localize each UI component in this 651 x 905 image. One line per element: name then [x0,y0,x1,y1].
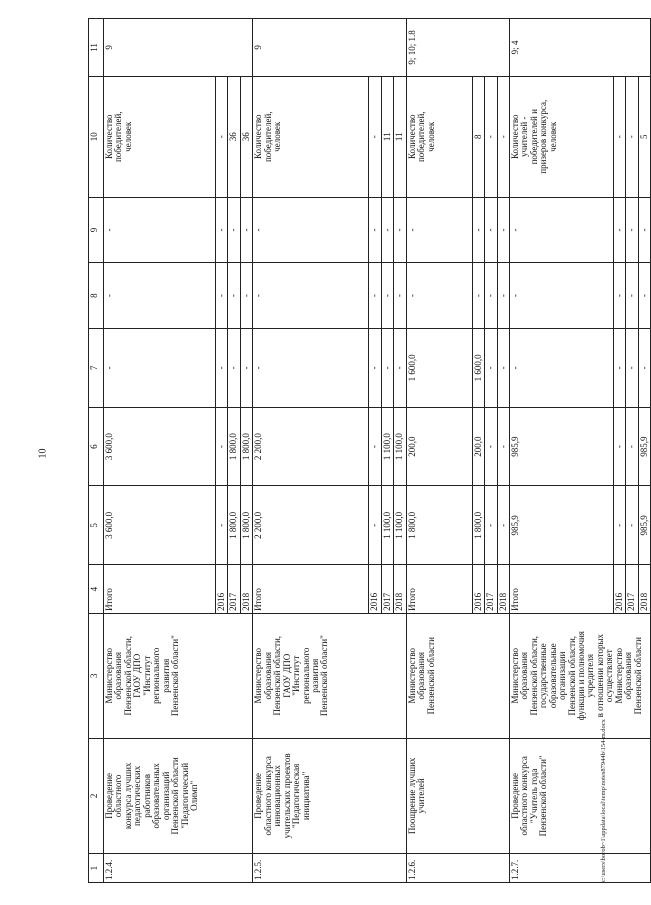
activity-executor: Министерство образования Пензенской области [406,613,509,738]
activity-total-row [406,19,472,883]
value-cell: 1 100,0 [394,486,406,565]
value-cell: - [240,263,252,329]
value-cell: 1 100,0 [381,486,393,565]
indicator-reference: 9 [104,19,253,77]
value-cell: 985,9 [638,407,650,486]
activity-number: 1.2.7. [509,854,650,883]
value-cell: - [394,328,406,407]
activity-executor: Министерство образования Пензенской области, ГАОУ ДПО "Институт регионального развития Пензенской области" [253,613,406,738]
activity-name: Проведение областного конкурса "Учитель года Пензенской области" [509,738,650,854]
value-cell: - [472,197,484,263]
activity-number: 1.2.5. [253,854,406,883]
value-cell: - [394,263,406,329]
value-cell: - [626,407,638,486]
amount-total: 985,9 [509,486,613,565]
header-cell: 9 [89,197,104,263]
value-cell: - [626,486,638,565]
value-cell: - [472,263,484,329]
amount-other: - [253,263,369,329]
rotated-page-content [88,18,649,883]
value-cell: - [613,76,625,197]
value-cell: - [216,197,228,263]
value-cell: - [485,197,497,263]
activity-total-row [104,19,216,883]
value-cell: 11 [381,76,393,197]
header-cell: 10 [89,76,104,197]
activity-total-row [509,19,613,883]
value-cell: - [613,486,625,565]
value-cell: - [381,263,393,329]
year-cell: 2017 [626,565,638,614]
activity-name: Поощрение лучших учителей [406,738,509,854]
year-cell: 2016 [613,565,625,614]
amount-federal: - [104,328,216,407]
activity-total-row [253,19,369,883]
amount-extra: - [406,197,472,263]
value-cell: - [240,197,252,263]
value-cell: - [369,263,381,329]
amount-federal: 1 600,0 [406,328,472,407]
value-cell: - [497,486,509,565]
amount-extra: - [509,197,613,263]
year-cell: 2018 [394,565,406,614]
value-cell: - [626,328,638,407]
value-cell: - [497,76,509,197]
header-cell: 11 [89,19,104,77]
header-cell: 2 [89,738,104,854]
header-cell: 6 [89,407,104,486]
header-cell: 7 [89,328,104,407]
year-cell: 2016 [216,565,228,614]
value-cell: - [381,328,393,407]
activity-name: Проведение областного конкурса инновационных учительских проектов "Педагогическая инициатива" [253,738,406,854]
value-cell: - [228,328,240,407]
header-cell: 8 [89,263,104,329]
amount-regional: 3 600,0 [104,407,216,486]
amount-extra: - [253,197,369,263]
value-cell: - [626,197,638,263]
program-activities-table [88,18,651,883]
value-cell: - [381,197,393,263]
footer-file-path: c:\users\borob~1\appdata\local\temp\notes87944b\154-m.docx [600,719,607,882]
value-cell: - [613,407,625,486]
value-cell: 1 800,0 [228,407,240,486]
year-cell: 2018 [240,565,252,614]
year-cell: 2016 [369,565,381,614]
value-cell: 36 [240,76,252,197]
value-cell: - [369,486,381,565]
indicator-name: Количество победителей, человек [406,76,472,197]
value-cell: - [485,263,497,329]
year-cell: 2017 [228,565,240,614]
value-cell: - [485,328,497,407]
value-cell: - [369,197,381,263]
activity-executor: Министерство образования Пензенской области, государственные образовательные организации Пензенской области, функции и полномочия учредителя в отношении которых осуществляет Министерство образования Пензенской области [509,613,650,738]
year-cell: 2017 [381,565,393,614]
value-cell: - [369,328,381,407]
value-cell: - [228,263,240,329]
indicator-name: Количество победителей, человек [104,76,216,197]
value-cell: - [394,197,406,263]
value-cell: - [216,486,228,565]
page-number: 10 [37,448,49,459]
value-cell: - [497,263,509,329]
value-cell: 1 600,0 [472,328,484,407]
value-cell: - [613,197,625,263]
value-cell: - [497,197,509,263]
value-cell: 11 [394,76,406,197]
year-cell: 2016 [472,565,484,614]
indicator-reference: 9 [253,19,406,77]
activity-name: Проведение областного конкурса лучших педагогических работников образовательных организаций Пензенской области "Педагогический Олимп" [104,738,253,854]
value-cell: - [638,328,650,407]
value-cell: - [613,328,625,407]
activity-executor: Министерство образования Пензенской области, ГАОУ ДПО "Институт регионального развития Пензенской области" [104,613,253,738]
value-cell: - [216,76,228,197]
value-cell: - [240,328,252,407]
value-cell: - [613,263,625,329]
amount-regional: 985,9 [509,407,613,486]
activity-number: 1.2.4. [104,854,253,883]
value-cell: 1 800,0 [240,486,252,565]
value-cell: 1 100,0 [381,407,393,486]
header-cell: 1 [89,854,104,883]
amount-extra: - [104,197,216,263]
value-cell: 985,9 [638,486,650,565]
value-cell: 5 [638,76,650,197]
value-cell: 8 [472,76,484,197]
amount-total: 1 800,0 [406,486,472,565]
value-cell: - [485,407,497,486]
activity-number: 1.2.6. [406,854,509,883]
year-label: Итого [253,565,369,614]
amount-other: - [509,263,613,329]
amount-regional: 2 200,0 [253,407,369,486]
amount-total: 3 600,0 [104,486,216,565]
value-cell: - [228,197,240,263]
amount-federal: - [253,328,369,407]
year-cell: 2017 [485,565,497,614]
amount-total: 2 200,0 [253,486,369,565]
value-cell: - [216,407,228,486]
table-body [89,19,651,883]
value-cell: - [626,76,638,197]
year-label: Итого [509,565,613,614]
value-cell: - [369,407,381,486]
amount-other: - [104,263,216,329]
value-cell: 1 800,0 [472,486,484,565]
indicator-reference: 9; 10; 1.8 [406,19,509,77]
header-row [89,19,104,883]
indicator-name: Количество учителей - победителей и призеров конкурса, человек [509,76,613,197]
value-cell: 1 800,0 [228,486,240,565]
header-cell: 3 [89,613,104,738]
value-cell: - [638,263,650,329]
year-cell: 2018 [638,565,650,614]
header-cell: 4 [89,565,104,614]
amount-federal: - [509,328,613,407]
indicator-name: Количество победителей, человек [253,76,369,197]
value-cell: 36 [228,76,240,197]
value-cell: - [485,486,497,565]
year-label: Итого [406,565,472,614]
value-cell: 200,0 [472,407,484,486]
year-cell: 2018 [497,565,509,614]
value-cell: - [485,76,497,197]
value-cell: 1 100,0 [394,407,406,486]
value-cell: - [216,328,228,407]
value-cell: - [638,197,650,263]
indicator-reference: 9; 4 [509,19,650,77]
header-cell: 5 [89,486,104,565]
amount-regional: 200,0 [406,407,472,486]
value-cell: - [497,407,509,486]
value-cell: 1 800,0 [240,407,252,486]
value-cell: - [626,263,638,329]
value-cell: - [216,263,228,329]
amount-other: - [406,263,472,329]
year-label: Итого [104,565,216,614]
value-cell: - [497,328,509,407]
value-cell: - [369,76,381,197]
